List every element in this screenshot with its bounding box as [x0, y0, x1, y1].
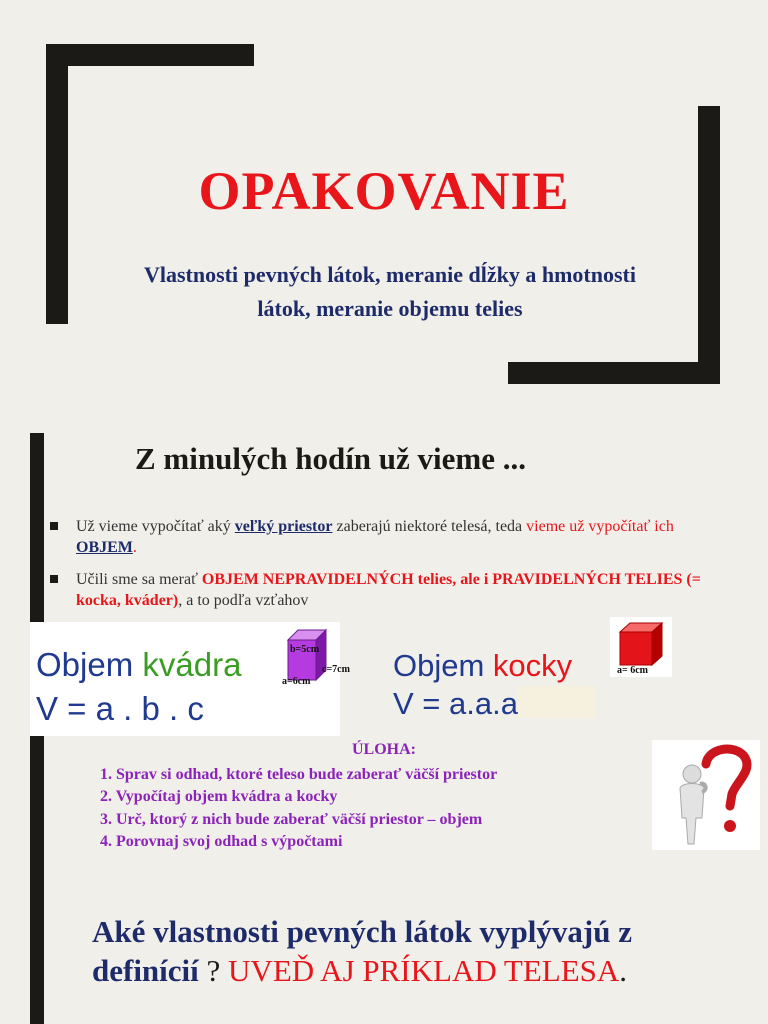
bullet-1: Už vieme vypočítať aký veľký priestor zaberajú niektoré telesá, teda vieme už vypočítať ich OBJEM. [50, 516, 730, 558]
kocka-label: Objem kocky [393, 648, 573, 683]
page-subtitle [90, 258, 690, 326]
frame-bottom-right-vertical [698, 106, 720, 384]
subtitle-line-1: Vlastnosti pevných látok, meranie dĺžky a hmotnosti [144, 262, 636, 287]
kocka-cube-icon [614, 620, 668, 670]
subtitle-line-2: látok, meranie objemu telies [257, 296, 523, 322]
bullet-square-icon [50, 522, 58, 530]
task-item-3: 3. Urč, ktorý z nich bude zaberať väčší priestor – objem [100, 811, 483, 828]
highlight-objem: OBJEM [76, 539, 133, 556]
page-title: OPAKOVANIE [198, 161, 570, 221]
task-item-2: 2. Vypočítaj objem kvádra a kocky [100, 788, 338, 805]
task-item-4: 4. Porovnaj svoj odhad s výpočtami [100, 833, 343, 850]
kvader-dim-c: c=7cm [322, 664, 350, 675]
kvader-dim-b: b=5cm [290, 644, 320, 655]
kocka-formula-highlight [518, 686, 596, 718]
frame-bottom-right-horizontal [508, 362, 720, 384]
question-text: Aké vlastnosti pevných látok vyplývajú z definícií ? UVEĎ AJ PRÍKLAD TELESA. [92, 914, 632, 988]
thinking-person-question-icon [656, 742, 756, 848]
kocka-dim-a: a= 6cm [617, 665, 648, 676]
section-title: Z minulých hodín už vieme ... [135, 441, 526, 476]
kocka-formula: V = a.a.a [393, 686, 518, 721]
slide-title [0, 0, 768, 410]
bullet-square-icon [50, 575, 58, 583]
task-item-1: 1. Sprav si odhad, ktoré teleso bude zaberať väčší priestor [100, 766, 498, 783]
kvader-formula: V = a . b . c [36, 690, 204, 727]
bullet-2: Učili sme sa merať OBJEM NEPRAVIDELNÝCH telies, ale i PRAVIDELNÝCH TELIES (= kocka, kváder), a to podľa vzťahov [50, 569, 730, 611]
kvader-label: Objem kvádra [36, 646, 242, 683]
highlight-velky-priestor: veľký priestor [234, 518, 333, 535]
kvader-dim-a: a=6cm [282, 676, 311, 687]
frame-top-left-horizontal [46, 44, 254, 66]
task-title: ÚLOHA: [352, 741, 416, 758]
